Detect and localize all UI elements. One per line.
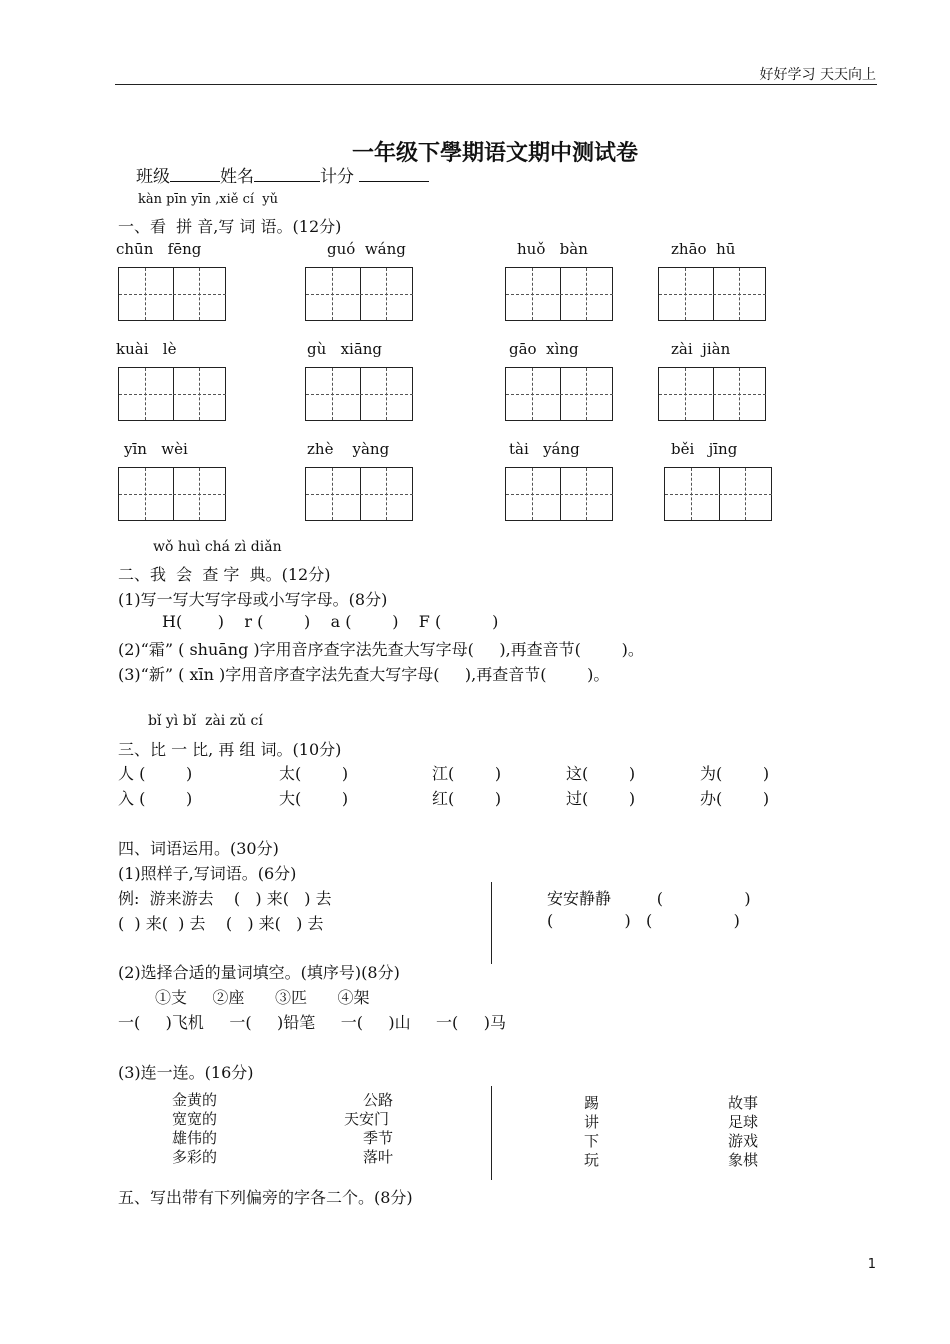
match-item[interactable]: 金黄的	[172, 1091, 218, 1109]
pinyin-label: běi jīng	[671, 440, 738, 458]
section4-heading: 四、词语运用。(30分)	[118, 839, 279, 858]
column-divider	[491, 1086, 492, 1180]
header-motto: 好好学习 天天向上	[759, 67, 876, 83]
compare-item[interactable]: 过( )	[566, 789, 636, 808]
section2-q2[interactable]: (2)“霜” ( shuāng )字用音序查字法先查大写字母( ),再查音节( )。	[118, 640, 644, 659]
measure-word-items[interactable]: 一( )飞机 一( )铅笔 一( )山 一( )马	[118, 1013, 506, 1032]
q1-left-line2[interactable]: ( ) 来( ) 去 ( ) 来( ) 去	[118, 914, 324, 933]
measure-word-options: ①支 ②座 ③匹 ④架	[155, 988, 370, 1007]
match-item[interactable]: 讲	[584, 1113, 600, 1131]
section3-pinyin: bǐ yì bǐ zài zǔ cí	[148, 713, 263, 729]
score-label: 计分	[320, 167, 354, 187]
class-label: 班级	[136, 167, 170, 187]
match-item[interactable]: 落叶	[363, 1148, 394, 1166]
writing-grid[interactable]	[305, 367, 413, 421]
compare-item[interactable]: 人 ( )	[118, 764, 193, 783]
pinyin-label: zài jiàn	[671, 340, 731, 358]
writing-grid[interactable]	[658, 367, 766, 421]
name-blank[interactable]	[254, 164, 320, 182]
writing-grid[interactable]	[505, 467, 613, 521]
writing-grid[interactable]	[505, 367, 613, 421]
score-blank[interactable]	[359, 164, 429, 182]
writing-grid[interactable]	[118, 267, 226, 321]
section2-q3[interactable]: (3)“新” ( xīn )字用音序查字法先查大写字母( ),再查音节( )。	[118, 665, 610, 684]
section3-heading: 三、比 一 比, 再 组 词。(10分)	[118, 740, 342, 759]
page-number: 1	[867, 1257, 876, 1272]
writing-grid[interactable]	[658, 267, 766, 321]
compare-item[interactable]: 太( )	[279, 764, 349, 783]
header-rule	[115, 84, 877, 85]
pinyin-label: kuài lè	[116, 340, 177, 358]
student-info	[136, 162, 429, 187]
compare-item[interactable]: 大( )	[279, 789, 349, 808]
match-item[interactable]: 宽宽的	[172, 1110, 218, 1128]
match-item[interactable]: 足球	[728, 1113, 759, 1131]
match-item[interactable]: 象棋	[728, 1151, 759, 1169]
compare-item[interactable]: 这( )	[566, 764, 636, 783]
writing-grid[interactable]	[118, 367, 226, 421]
column-divider	[491, 882, 492, 964]
class-blank[interactable]	[170, 164, 220, 182]
pinyin-label: zhè yàng	[307, 440, 390, 458]
match-item[interactable]: 季节	[363, 1129, 394, 1147]
section4-q1: (1)照样子,写词语。(6分)	[118, 864, 297, 883]
writing-grid[interactable]	[118, 467, 226, 521]
pinyin-label: tài yáng	[509, 440, 580, 458]
name-label: 姓名	[220, 167, 254, 187]
writing-grid[interactable]	[305, 267, 413, 321]
section4-q3: (3)连一连。(16分)	[118, 1063, 254, 1082]
match-item[interactable]: 故事	[728, 1094, 759, 1112]
section2-pinyin: wǒ huì chá zì diǎn	[153, 539, 282, 555]
match-item[interactable]: 玩	[584, 1151, 600, 1169]
q1-right-line2[interactable]: ( ) ( )	[547, 911, 740, 930]
compare-item[interactable]: 红( )	[432, 789, 502, 808]
writing-grid[interactable]	[505, 267, 613, 321]
section1-heading: 一、看 拼 音,写 词 语。(12分)	[118, 217, 342, 236]
q1-left-line1[interactable]: 例: 游来游去 ( ) 来( ) 去	[118, 889, 332, 908]
writing-grid[interactable]	[664, 467, 772, 521]
match-item[interactable]: 游戏	[728, 1132, 759, 1150]
match-item[interactable]: 公路	[363, 1091, 394, 1109]
section2-q1-items[interactable]: H( ) r ( ) a ( ) F ( )	[162, 612, 499, 631]
section2-q1: (1)写一写大写字母或小写字母。(8分)	[118, 590, 388, 609]
section5-heading: 五、写出带有下列偏旁的字各二个。(8分)	[118, 1188, 413, 1207]
q1-right-line1[interactable]: 安安静静 ( )	[547, 889, 751, 908]
pinyin-label: gù xiāng	[307, 340, 383, 358]
section2-heading: 二、我 会 查 字 典。(12分)	[118, 565, 331, 584]
compare-item[interactable]: 办( )	[700, 789, 770, 808]
match-item[interactable]: 踢	[584, 1094, 600, 1112]
compare-item[interactable]: 入 ( )	[118, 789, 193, 808]
match-item[interactable]: 天安门	[344, 1110, 390, 1128]
writing-grid[interactable]	[305, 467, 413, 521]
match-item[interactable]: 下	[584, 1132, 600, 1150]
pinyin-label: yīn wèi	[124, 440, 188, 458]
page-title: 一年级下學期语文期中测试卷	[351, 140, 638, 166]
pinyin-label: gāo xìng	[509, 340, 579, 358]
match-item[interactable]: 雄伟的	[172, 1129, 218, 1147]
compare-item[interactable]: 为( )	[700, 764, 770, 783]
pinyin-label: guó wáng	[327, 240, 406, 258]
match-item[interactable]: 多彩的	[172, 1148, 218, 1166]
compare-item[interactable]: 江( )	[432, 764, 502, 783]
pinyin-label: zhāo hū	[671, 240, 736, 258]
section1-pinyin: kàn pīn yīn ,xiě cí yǔ	[138, 192, 278, 207]
section4-q2: (2)选择合适的量词填空。(填序号)(8分)	[118, 963, 400, 982]
pinyin-label: huǒ bàn	[517, 240, 588, 258]
pinyin-label: chūn fēng	[116, 240, 202, 258]
